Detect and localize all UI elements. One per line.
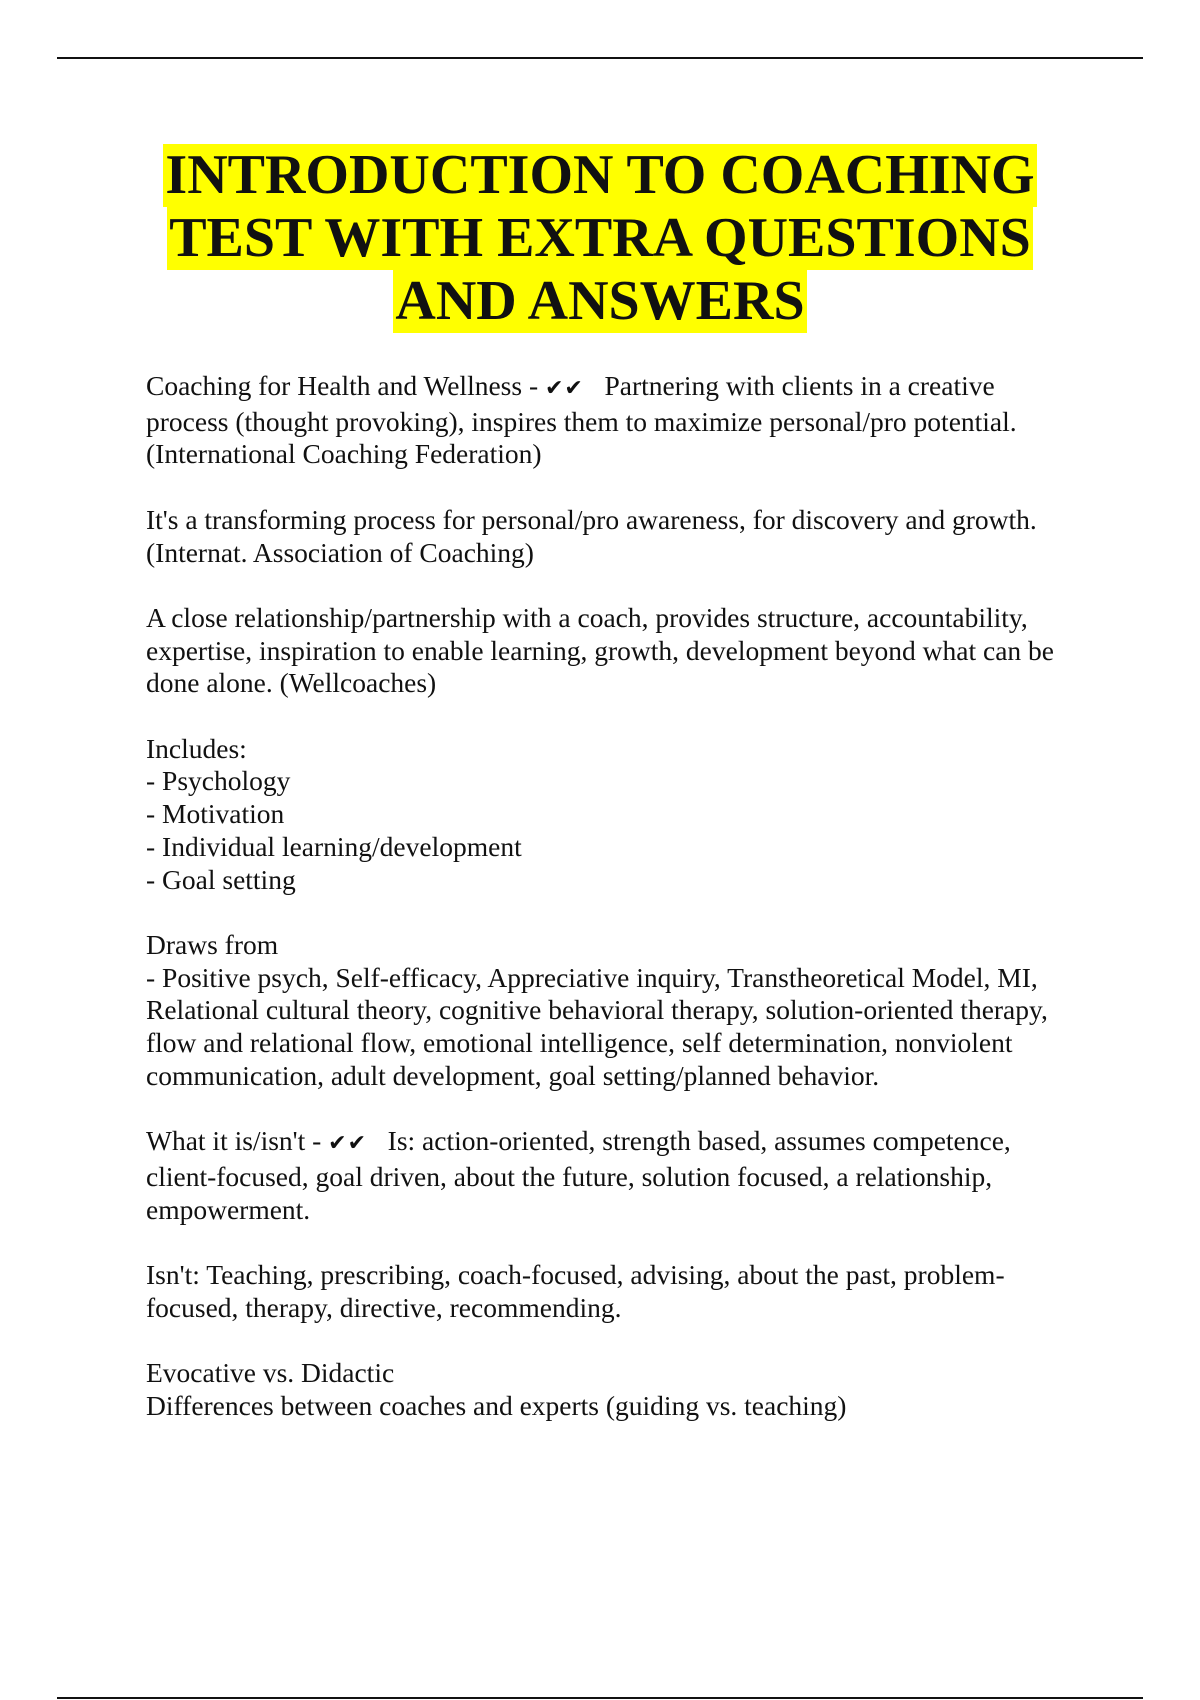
- paragraph-line: Isn't: Teaching, prescribing, coach-focused, advising, about the past, problem-: [146, 1258, 1005, 1290]
- paragraph-evocative-didactic: [146, 1357, 1086, 1422]
- list-item: - Psychology: [146, 765, 291, 797]
- paragraph-line: Evocative vs. Didactic: [146, 1356, 395, 1388]
- paragraph-line: focused, therapy, directive, recommending.: [146, 1291, 622, 1323]
- page-title: [100, 144, 1100, 333]
- paragraph-coaching-definition: [146, 370, 1086, 471]
- title-line-2: TEST WITH EXTRA QUESTIONS: [169, 207, 1031, 269]
- term-label: Coaching for Health and Wellness -: [146, 370, 545, 401]
- list-item: - Goal setting: [146, 863, 296, 895]
- checkmark-icon: ✔✔: [328, 1131, 368, 1157]
- paragraph-line: expertise, inspiration to enable learning, growth, development beyond what can be: [146, 634, 1054, 666]
- paragraph-line: done alone. (Wellcoaches): [146, 667, 437, 699]
- paragraph-transforming-process: [146, 504, 1086, 569]
- paragraph-line: [146, 1125, 1086, 1161]
- list-item: - Motivation: [146, 798, 285, 830]
- list-heading: Draws from: [146, 928, 279, 960]
- paragraph-what-it-is: [146, 1125, 1086, 1226]
- paragraph-line: communication, adult development, goal setting/planned behavior.: [146, 1059, 880, 1091]
- paragraph-line: empowerment.: [146, 1193, 311, 1225]
- paragraph-isnt: [146, 1259, 1086, 1324]
- paragraph-line: (International Coaching Federation): [146, 438, 542, 470]
- paragraph-draws-from: [146, 929, 1086, 1093]
- top-rule: [57, 57, 1143, 59]
- paragraph-line: (Internat. Association of Coaching): [146, 536, 534, 568]
- list-heading: Includes:: [146, 732, 247, 764]
- title-line-1: INTRODUCTION TO COACHING: [165, 144, 1035, 206]
- paragraph-line: It's a transforming process for personal/pro awareness, for discovery and growth.: [146, 503, 1037, 535]
- checkmark-icon: ✔✔: [544, 376, 584, 401]
- paragraph-line: Relational cultural theory, cognitive behavioral therapy, solution-oriented therapy,: [146, 994, 1048, 1026]
- paragraph-line: process (thought provoking), inspires them to maximize personal/pro potential.: [146, 405, 1017, 437]
- paragraph-line: A close relationship/partnership with a coach, provides structure, accountability,: [146, 601, 1028, 633]
- paragraph-line: client-focused, goal driven, about the future, solution focused, a relationship,: [146, 1160, 993, 1192]
- definition-text: Is: action-oriented, strength based, assumes competence,: [387, 1125, 1011, 1157]
- paragraph-line: - Positive psych, Self-efficacy, Appreciative inquiry, Transtheoretical Model, MI,: [146, 961, 1038, 993]
- title-line-3: AND ANSWERS: [395, 270, 805, 332]
- paragraph-close-relationship: [146, 602, 1086, 700]
- definition-text: Partnering with clients in a creative: [604, 370, 995, 401]
- term-label: What it is/isn't -: [146, 1125, 329, 1157]
- bottom-rule: [57, 1697, 1143, 1699]
- document-body: [146, 370, 1086, 1455]
- list-item: - Individual learning/development: [146, 830, 522, 862]
- paragraph-includes: [146, 733, 1086, 897]
- paragraph-line: Differences between coaches and experts (guiding vs. teaching): [146, 1389, 847, 1421]
- paragraph-line: flow and relational flow, emotional intelligence, self determination, nonviolent: [146, 1027, 1013, 1058]
- paragraph-line: [146, 370, 1086, 406]
